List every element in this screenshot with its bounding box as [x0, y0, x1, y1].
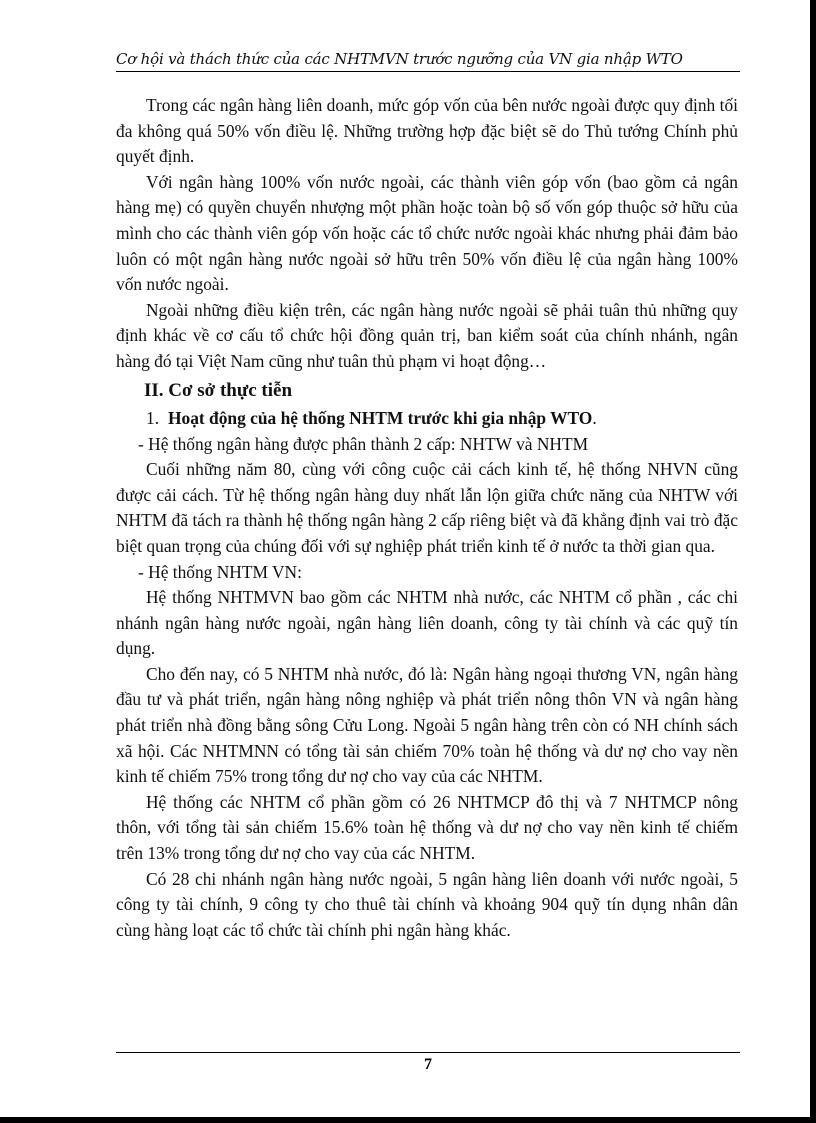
running-header: Cơ hội và thách thức của các NHTMVN trước ngưỡng của VN gia nhập WTO	[116, 50, 683, 68]
paragraph-joint-stock-banks: Hệ thống các NHTM cổ phần gồm có 26 NHTMCP đô thị và 7 NHTMCP nông thôn, với tổng tài sản chiếm 15.6% toàn hệ thống và dư nợ cho vay nền kinh tế chiếm trên 13% trong tổng dư nợ cho vay của các NHTM.	[116, 791, 738, 864]
page-number: 7	[424, 1056, 432, 1073]
section-heading: II. Cơ sở thực tiễn	[144, 379, 293, 401]
paragraph-other-conditions: Ngoài những điều kiện trên, các ngân hàng nước ngoài sẽ phải tuân thủ những quy định khác về cơ cấu tổ chức hội đồng quản trị, ban kiểm soát của chính nhánh, ngân hàng đó tại Việt Nam cũng như tuân thủ phạm vi hoạt động…	[116, 299, 738, 371]
paragraph-system-composition: Hệ thống NHTMVN bao gồm các NHTM nhà nước, các NHTM cổ phần , các chi nhánh ngân hàng nước ngoài, ngân hàng liên doanh, công ty tài chính và các quỹ tín dụng.	[116, 587, 738, 659]
sub-heading-number: 1.	[146, 407, 160, 428]
paragraph-foreign-bank: Với ngân hàng 100% vốn nước ngoài, các thành viên góp vốn (bao gồm cả ngân hàng mẹ) có quyền chuyển nhượng một phần hoặc toàn bộ số vốn góp thuộc sở hữu của mình cho các thành viên góp vốn hoặc các tổ chức nước ngoài khác nhưng phải đảm bảo luôn có một ngân hàng nước ngoài sở hữu trên 50% vốn điều lệ của ngân hàng 100% vốn nước ngoài.	[116, 171, 738, 295]
footer-divider	[116, 1052, 740, 1053]
page-body	[116, 93, 738, 943]
paragraph-reform: Cuối những năm 80, cùng với công cuộc cải cách kinh tế, hệ thống NHVN cũng được cải cách. Từ hệ thống ngân hàng duy nhất lẫn lộn giữa chức năng của NHTW với NHTM đã tách ra thành hệ thống ngân hàng 2 cấp riêng biệt và đã khẳng định vai trò đặc biệt quan trọng của chúng đối với sự nghiệp phát triển kinh tế ở nước ta thời gian qua.	[116, 459, 738, 556]
sub-heading-title: Hoạt động của hệ thống NHTM trước khi gia nhập WTO	[168, 407, 593, 428]
paragraph-state-banks: Cho đến nay, có 5 NHTM nhà nước, đó là: Ngân hàng ngoại thương VN, ngân hàng đầu tư và phát triển, ngân hàng nông nghiệp và phát triển nông thôn VN và ngân hàng phát triển nhà đồng bằng sông Cửu Long. Ngoài 5 ngân hàng trên còn có NH chính sách xã hội. Các NHTMNN có tổng tài sản chiếm 70% toàn hệ thống và dư nợ cho vay nền kinh tế chiếm 75% trong tổng dư nợ cho vay của các NHTM.	[116, 663, 738, 787]
sub-heading	[116, 405, 738, 432]
sub-heading-tail: .	[592, 407, 597, 428]
header-divider	[116, 71, 740, 72]
bullet-two-tier: - Hệ thống ngân hàng được phân thành 2 cấp: NHTW và NHTM	[138, 433, 589, 454]
paragraph-joint-venture: Trong các ngân hàng liên doanh, mức góp vốn của bên nước ngoài được quy định tối đa không quá 50% vốn điều lệ. Những trường hợp đặc biệt sẽ do Thủ tướng Chính phủ quyết định.	[116, 95, 738, 167]
paragraph-foreign-branches: Có 28 chi nhánh ngân hàng nước ngoài, 5 ngân hàng liên doanh với nước ngoài, 5 công ty tài chính, 9 công ty cho thuê tài chính và khoảng 904 quỹ tín dụng nhân dân cùng hàng loạt các tổ chức tài chính phi ngân hàng khác.	[116, 868, 738, 940]
bullet-nhtm-vn: - Hệ thống NHTM VN:	[138, 561, 302, 582]
